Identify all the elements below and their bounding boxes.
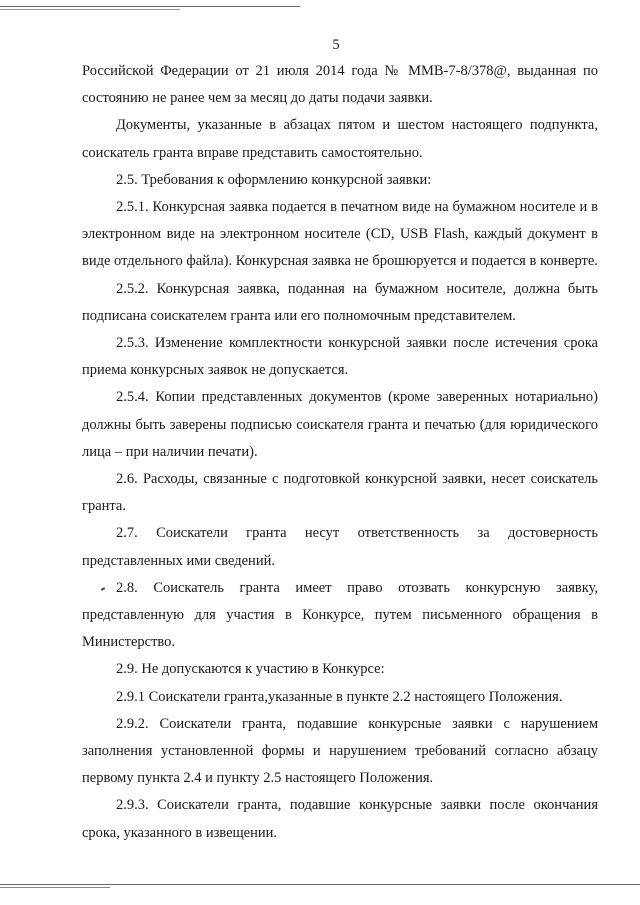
scan-border-top-secondary (0, 9, 180, 10)
paragraph-2-6: 2.6. Расходы, связанные с подготовкой конкурсной заявки, несет соискатель гранта. (82, 471, 598, 515)
paragraph-2-5: 2.5. Требования к оформлению конкурсной заявки: (116, 171, 432, 188)
scan-border-bottom-secondary (0, 887, 110, 888)
page-number: 5 (332, 37, 340, 53)
paragraph-continuation: Российской Федерации от 21 июля 2014 года № ММВ-7-8/378@, выданная по состоянию не ранее чем за месяц до даты подачи заявки. (82, 63, 598, 107)
paragraph-2-5-1: 2.5.1. Конкурсная заявка подается в печатном виде на бумажном носителе и в электронном виде на электронном носителе (CD, USB Flash, каждый документ в виде отдельного файла). Конкурсная заявка не брошюруется и подается в конверте. (82, 199, 598, 270)
paragraph-2-5-2: 2.5.2. Конкурсная заявка, поданная на бумажном носителе, должна быть подписана соискателем гранта или его полномочным представителем. (82, 280, 598, 324)
paragraph-2-5-4: 2.5.4. Копии представленных документов (кроме заверенных нотариально) должны быть заверены подписью соискателя гранта и печатью (для юридического лица – при наличии печати). (82, 389, 598, 460)
paragraph-2-7: 2.7. Соискатели гранта несут ответственность за достоверность представленных ими сведений. (82, 525, 598, 569)
paragraph-2-9-3: 2.9.3. Соискатели гранта, подавшие конкурсные заявки после окончания срока, указанного в извещении. (82, 797, 598, 841)
paragraph-2-9: 2.9. Не допускаются к участию в Конкурсе: (116, 661, 385, 678)
paragraph-2-9-2: 2.9.2. Соискатели гранта, подавшие конкурсные заявки с нарушением заполнения установленной формы и нарушением требований согласно абзацу первому пункта 2.4 и пункту 2.5 настоящего Положения. (82, 715, 598, 787)
paragraph-documents-note: Документы, указанные в абзацах пятом и шестом настоящего подпункта, соискатель гранта вправе представить самостоятельно. (82, 117, 598, 161)
paragraph-2-8: 2.8. Соискатель гранта имеет право отозвать конкурсную заявку, представленную для участия в Конкурсе, путем письменного обращения в Министерство. (82, 579, 598, 651)
scan-border-bottom (0, 884, 640, 885)
document-body (82, 58, 598, 847)
paragraph-2-9-1: 2.9.1 Соискатели гранта,указанные в пункте 2.2 настоящего Положения. (116, 688, 563, 705)
scan-border-top (0, 6, 300, 7)
paragraph-2-5-3: 2.5.3. Изменение комплектности конкурсной заявки после истечения срока приема конкурсных заявок не допускается. (82, 335, 598, 379)
